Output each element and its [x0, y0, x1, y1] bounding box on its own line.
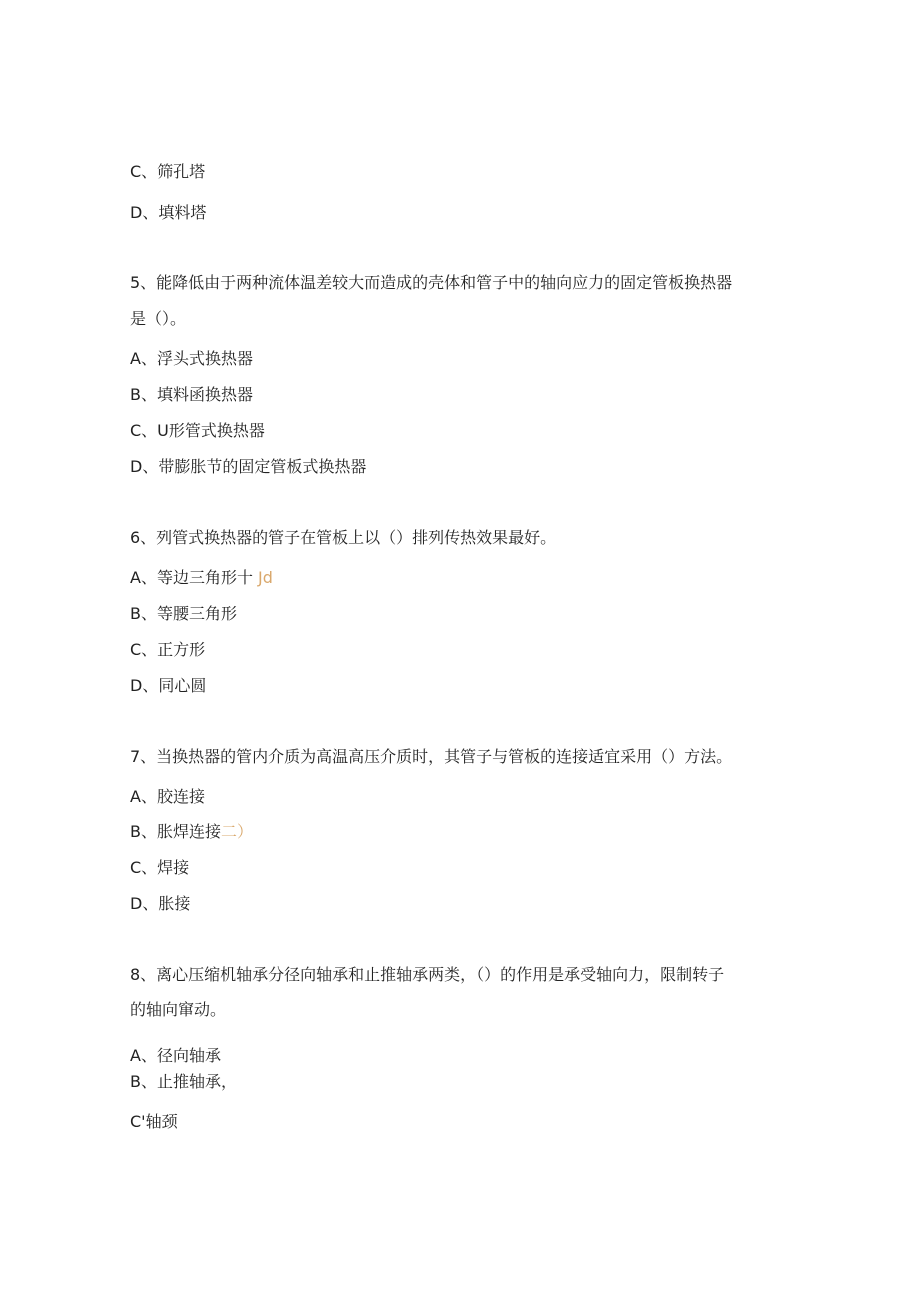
q8-stem-line2: 的轴向窜动。 [130, 1000, 227, 1019]
q7-option-b-text: B、胀焊连接 [130, 822, 221, 841]
q7-option-c: C、焊接 [130, 858, 190, 877]
q8-option-c: C'轴颈 [130, 1112, 178, 1131]
q5-option-c: C、U形管式换热器 [130, 421, 265, 440]
q6-option-a-text: A、等边三角形十 [130, 568, 253, 587]
q8-option-b: B、止推轴承， [130, 1072, 237, 1091]
q5-option-b: B、填料函换热器 [130, 385, 253, 404]
q5-option-a: A、浮头式换热器 [130, 349, 253, 368]
q6-option-d: D、同心圆 [130, 676, 207, 695]
q7-option-b-handwritten-note: 二） [220, 822, 253, 841]
q8-stem-line1: 8、离心压缩机轴承分径向轴承和止推轴承两类，（）的作用是承受轴向力，限制转子 [130, 965, 725, 984]
q7-option-d: D、胀接 [130, 894, 191, 913]
q4-option-d: D、填料塔 [130, 203, 207, 222]
q6-option-b: B、等腰三角形 [130, 604, 237, 623]
q7-stem: 7、当换热器的管内介质为高温高压介质时，其管子与管板的连接适宜采用（）方法。 [130, 747, 733, 766]
q4-option-c: C、筛孔塔 [130, 162, 206, 181]
q5-stem-line1: 5、能降低由于两种流体温差较大而造成的壳体和管子中的轴向应力的固定管板换热器 [130, 273, 733, 292]
q6-option-a-handwritten-note: Jd [258, 568, 273, 587]
q6-option-a [130, 568, 273, 588]
q5-stem-line2: 是（）。 [130, 309, 187, 328]
q5-option-d: D、带膨胀节的固定管板式换热器 [130, 457, 367, 476]
q6-option-c: C、正方形 [130, 640, 206, 659]
q8-option-a: A、径向轴承 [130, 1046, 221, 1065]
q7-option-b [130, 822, 253, 842]
q6-stem: 6、列管式换热器的管子在管板上以（）排列传热效果最好。 [130, 528, 557, 547]
q7-option-a: A、胶连接 [130, 787, 205, 806]
